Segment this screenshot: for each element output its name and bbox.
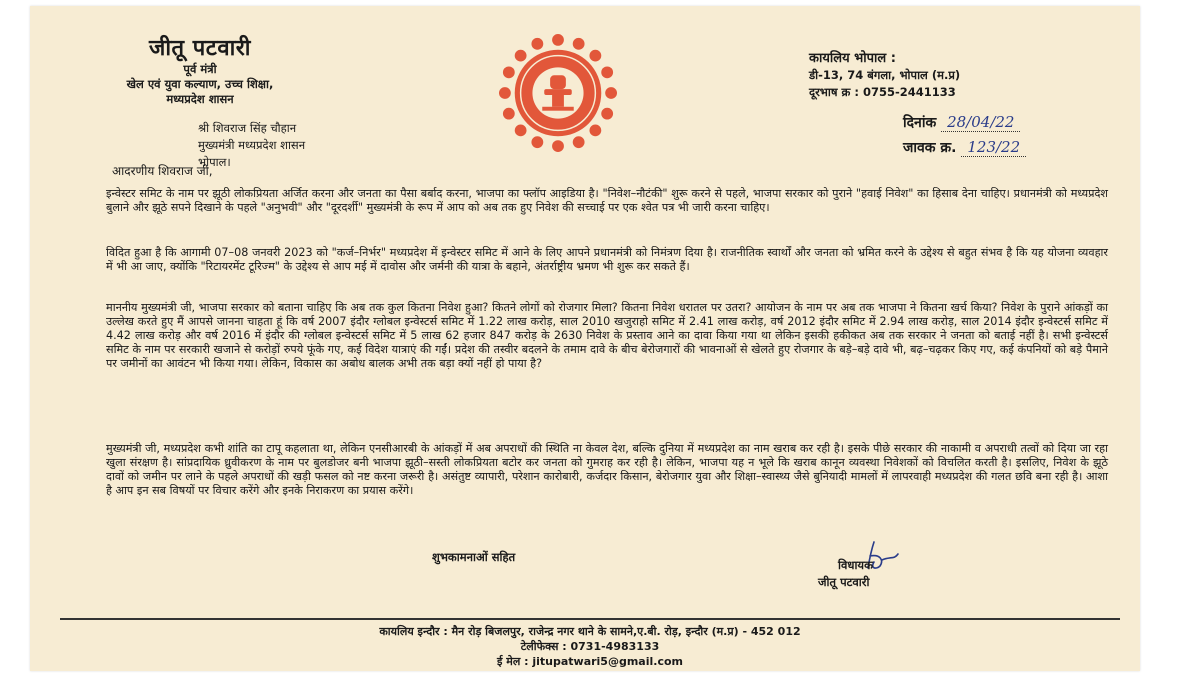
sender-portfolio: खेल एवं युवा कल्याण, उच्च शिक्षा,: [126, 77, 274, 91]
salutation: आदरणीय शिवराज जी,: [112, 164, 213, 178]
date-label: दिनांक: [903, 115, 937, 131]
recipient-city: भोपाल।: [198, 155, 231, 169]
recipient-post: मुख्यमंत्री मध्यप्रदेश शासन: [198, 138, 306, 152]
office-phone: दूरभाष क्र : 0755-2441133: [809, 85, 956, 99]
footer-fax: टेलीफेक्स : 0731-4983133: [520, 640, 660, 653]
letterhead-right: [809, 50, 1129, 101]
reference-value: 123/22: [961, 138, 1026, 157]
letter-sheet: [30, 6, 1140, 671]
letterhead-footer: [60, 624, 1120, 669]
signatory-name: जीतू पटवारी: [818, 575, 870, 589]
office-address: डी-13, 74 बंगला, भोपाल (म.प्र): [809, 68, 961, 82]
office-label: कायलिय भोपाल :: [809, 51, 896, 66]
date-row: [903, 110, 1026, 135]
letterhead-left: [50, 32, 350, 107]
recipient-name: श्री शिवराज सिंह चौहान: [198, 121, 297, 135]
sender-name: जीतू पटवारी: [149, 36, 251, 61]
closing-line: शुभकामनाओं सहित: [432, 550, 516, 564]
letter-meta: [903, 110, 1026, 160]
recipient-block: [198, 120, 305, 171]
date-value: 28/04/22: [941, 113, 1020, 132]
sender-government: मध्यप्रदेश शासन: [166, 92, 234, 106]
government-seal-emblem: [499, 34, 617, 152]
body-paragraph: मुख्यमंत्री जी, मध्यप्रदेश कभी शांति का टापू कहलाता था, लेकिन एनसीआरबी के आंकड़ों में अब अपराधों की स्थिति ना केवल देश, बल्कि दुनिया में मध्यप्रदेश का नाम खराब कर रही है। इसके पीछे सरकार की नाकामी व अपराधी तत्वों को दिया जा रहा खुला संरक्षण है। सांप्रदायिक ध्रुवीकरण के नाम पर बुलडोजर बनी भाजपा झूठी–सस्ती लोकप्रियता बटोर कर जनता को गुमराह कर रही है। लेकिन, भाजपा यह न भूले कि खराब कानून व्यवस्था निवेशकों को विचलित करती है। इसलिए, निवेश के झूठे दावों को जमीन पर लाने के पहले अपराधों की खड़ी फसल को नष्ट करना जरूरी है। असंतुष्ट व्यापारी, परेशान कारोबारी, कर्जदार किसान, बेरोजगार युवा और शिक्षा–स्वास्थ्य जैसे बुनियादी मामलों में लापरवाही मध्यप्रदेश की गलत छवि बना रही है। आशा है आप इन सब विषयों पर विचार करेंगे और इनके निराकरण का प्रयास करेंगे।: [106, 442, 1108, 497]
reference-row: [903, 135, 1026, 160]
sender-designation: पूर्व मंत्री: [183, 62, 217, 76]
reference-label: जावक क्र.: [903, 140, 957, 156]
body-paragraph: इन्वेस्टर समिट के नाम पर झूठी लोकप्रियता अर्जित करना और जनता का पैसा बर्बाद करना, भाजपा का फ्लॉप आइडिया है। "निवेश–नौटंकी" शुरू करने से पहले, भाजपा सरकार को पुराने "हवाई निवेश" का हिसाब देना चाहिए। प्रधानमंत्री को मध्यप्रदेश बुलाने और झूठे सपने दिखाने के पहले "अनुभवी" और "दूरदर्शी" मुख्यमंत्री के रूप में आप को अब तक हुए निवेश की सच्चाई पर एक श्वेत पत्र भी जारी करना चाहिए।: [106, 187, 1108, 214]
footer-office: कायलिय इन्दौर : मैन रोड़ बिजलपुर, राजेन्द्र नगर थाने के सामने,ए.बी. रोड़, इन्दौर (म.प्र) - 452 012: [379, 625, 801, 638]
footer-divider: [60, 618, 1120, 620]
body-paragraph: माननीय मुख्यमंत्री जी, भाजपा सरकार को बताना चाहिए कि अब तक कुल कितना निवेश हुआ? कितने लोगों को रोजगार मिला? कितना निवेश धरातल पर उतरा? आयोजन के नाम पर अब तक भाजपा ने कितना खर्च किया? निवेश के पुराने आंकड़ों का उल्लेख करते हुए मैं आपसे जानना चाहता हूं कि वर्ष 2007 इंदौर ग्लोबल इन्वेस्टर्स समिट में 1.22 लाख करोड़, साल 2010 खजुराहो समिट में 2.41 लाख करोड़, वर्ष 2012 इंदौर समिट में 2.94 लाख करोड़, साल 2014 इंदौर इन्वेस्टर्स समिट में 4.42 लाख करोड़ और वर्ष 2016 में इंदौर की ग्लोबल इन्वेस्टर्स समिट में 5 लाख 62 हजार 847 करोड़ के 2630 निवेश के प्रस्ताव आने का दावा किया गया था लेकिन इसकी हकीकत अब तक सरकार ने जनता को बताई नहीं है। सभी इन्वेस्टर्स समिट के नाम पर सरकारी खजाने से करोड़ों रुपये फूंके गए, कई विदेश यात्राएं की गईं। प्रदेश की तस्वीर बदलने के तमाम दावे के बीच बेरोजगारों की भावनाओं से खेलते हुए रोजगार के बड़े–बड़े दावे भी, बढ़–चढ़कर किए गए, कई कंपनियों को बड़े पैमाने पर जमीनों का आवंटन भी किया गया। लेकिन, विकास का अबोध बालक अभी तक बड़ा क्यों नहीं हो पाया है?: [106, 301, 1108, 370]
body-paragraph: विदित हुआ है कि आगामी 07–08 जनवरी 2023 को "कर्ज–निर्भर" मध्यप्रदेश में इन्वेस्टर समिट में आने के लिए आपने प्रधानमंत्री को निमंत्रण दिया है। राजनीतिक स्वार्थों और जनता को भ्रमित करने के उद्देश्य से बहुत संभव है कि यह योजना व्यवहार में भी आ जाए, क्योंकि "रिटायरमेंट टूरिज्म" के उद्देश्य से आप मई में दावोस और जर्मनी की यात्रा के बहाने, अंतर्राष्ट्रीय भ्रमण भी शुरू कर सकते हैं।: [106, 246, 1108, 273]
footer-email: ई मेल : jitupatwari5@gmail.com: [497, 655, 683, 668]
signatory-title: विधायक: [838, 558, 873, 572]
